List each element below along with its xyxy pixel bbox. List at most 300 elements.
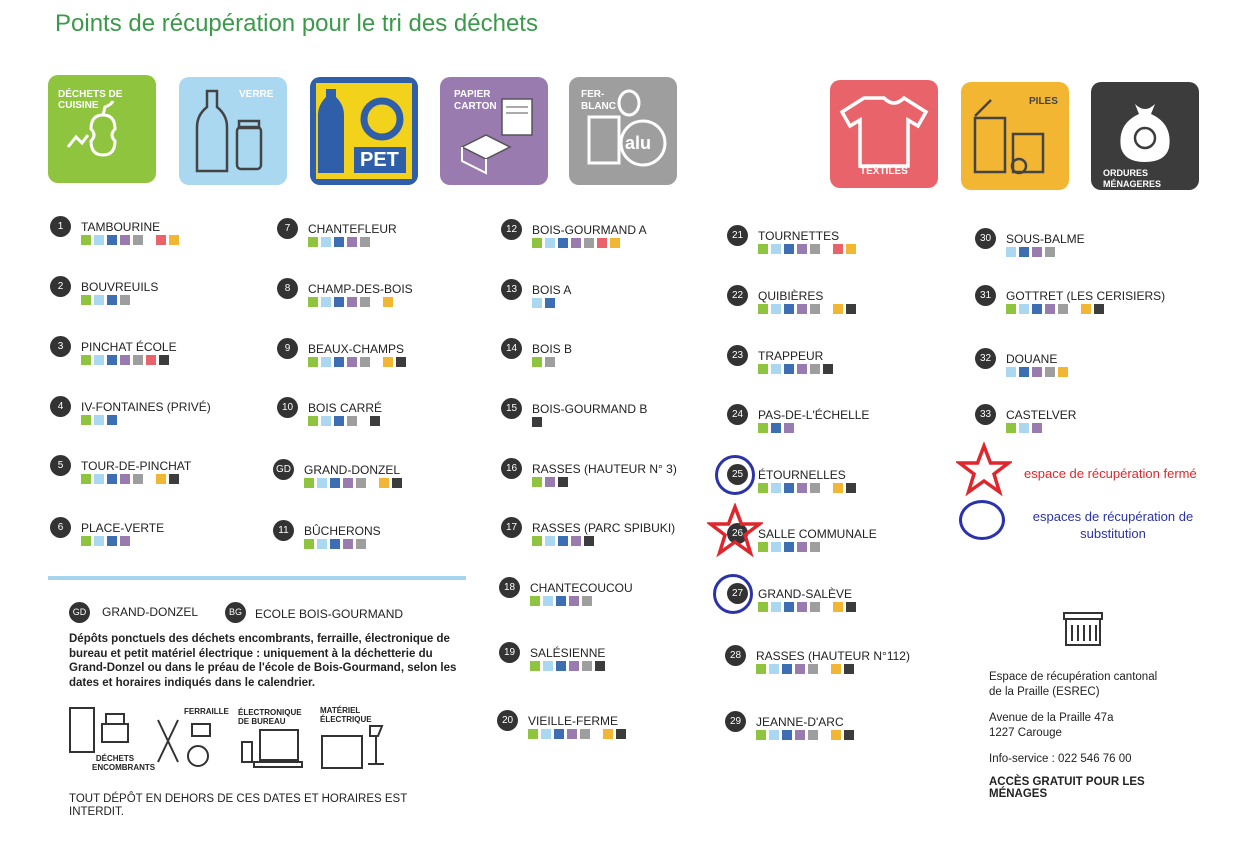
waste-type-markers [81, 536, 130, 546]
waste-type-markers [304, 478, 402, 488]
esrec-address-line1: Avenue de la Praille 47a [989, 712, 1114, 724]
point-name: BÛCHERONS [304, 524, 381, 538]
waste-type-marker [107, 415, 117, 425]
point-name: VIEILLE-FERME [528, 714, 619, 728]
waste-type-marker [120, 235, 130, 245]
point-number-badge: 6 [50, 517, 71, 538]
waste-type-marker [833, 602, 843, 612]
point-name: BOUVREUILS [81, 280, 159, 294]
scrap-metal-icon [152, 714, 218, 770]
substitution-ring-25 [715, 455, 755, 495]
waste-type-marker [532, 417, 542, 427]
waste-type-marker [81, 536, 91, 546]
waste-type-marker [545, 536, 555, 546]
waste-type-markers [532, 477, 568, 487]
waste-type-marker [317, 539, 327, 549]
waste-type-marker [797, 244, 807, 254]
waste-type-marker [304, 478, 314, 488]
container-icon [1060, 607, 1106, 651]
waste-type-marker [133, 355, 143, 365]
waste-type-marker [833, 483, 843, 493]
gd-badge: GD [69, 602, 90, 623]
waste-type-markers [308, 237, 370, 247]
waste-type-markers [532, 417, 542, 427]
waste-type-marker [94, 536, 104, 546]
waste-type-marker [1032, 247, 1042, 257]
point-name: GRAND-SALÈVE [758, 587, 853, 601]
waste-type-marker [545, 477, 555, 487]
substitution-ring-27 [713, 574, 753, 614]
waste-type-marker [370, 416, 380, 426]
waste-type-marker [784, 602, 794, 612]
point-number-badge: 10 [277, 397, 298, 418]
category-label-line1: FER- [581, 89, 605, 100]
waste-type-marker [831, 664, 841, 674]
point-name: SALÉSIENNE [530, 646, 606, 660]
category-label: VERRE [239, 89, 274, 100]
category-label-line1: PAPIER [454, 89, 491, 100]
point-name: CHAMP-DES-BOIS [308, 282, 413, 296]
waste-type-marker [1032, 367, 1042, 377]
waste-type-marker [334, 237, 344, 247]
waste-type-marker [156, 474, 166, 484]
waste-type-marker [321, 297, 331, 307]
waste-type-markers [81, 474, 179, 484]
waste-type-marker [396, 357, 406, 367]
category-label: DÉCHETS DE CUISINE [58, 89, 123, 111]
waste-type-marker [808, 730, 818, 740]
waste-type-marker [782, 664, 792, 674]
waste-type-marker [603, 729, 613, 739]
point-number-badge: 8 [277, 278, 298, 299]
waste-type-marker [758, 423, 768, 433]
waste-type-marker [543, 596, 553, 606]
waste-type-marker [543, 661, 553, 671]
point-name: CASTELVER [1006, 408, 1077, 422]
point-number-badge: 24 [727, 404, 748, 425]
waste-type-marker [846, 304, 856, 314]
waste-type-marker [1006, 367, 1016, 377]
waste-type-markers [81, 355, 169, 365]
point-number-badge: 18 [499, 577, 520, 598]
waste-type-marker [771, 423, 781, 433]
waste-type-marker [569, 596, 579, 606]
category-pet [310, 77, 418, 185]
page-title: Points de récupération pour le tri des déchets [55, 10, 538, 37]
waste-type-marker [771, 244, 781, 254]
office-electronics-icon [240, 724, 306, 770]
waste-type-marker [392, 478, 402, 488]
waste-type-markers [1006, 247, 1055, 257]
waste-type-marker [169, 235, 179, 245]
point-number-badge: 14 [501, 338, 522, 359]
point-name: RASSES (HAUTEUR N° 3) [532, 462, 677, 476]
waste-type-marker [1045, 247, 1055, 257]
legend-substitution-label-line1: espaces de récupération de [1032, 509, 1194, 524]
office-electronics-label: ÉLECTRONIQUE DE BUREAU [238, 708, 302, 726]
waste-type-marker [797, 304, 807, 314]
waste-type-marker [784, 364, 794, 374]
waste-type-marker [784, 542, 794, 552]
electrical-equipment-label: MATÉRIEL ÉLECTRIQUE [320, 706, 372, 724]
point-number-badge: 22 [727, 285, 748, 306]
scrap-metal-label: FERRAILLE [184, 707, 229, 716]
legend-star-icon [956, 442, 1012, 498]
waste-type-marker [347, 297, 357, 307]
waste-type-marker [379, 478, 389, 488]
waste-type-markers [530, 661, 605, 671]
point-number-badge: 26 [727, 523, 748, 544]
waste-type-marker [360, 297, 370, 307]
alu-label: alu [625, 133, 652, 153]
point-name: DOUANE [1006, 352, 1058, 366]
waste-type-marker [545, 357, 555, 367]
waste-type-marker [528, 729, 538, 739]
waste-type-marker [556, 661, 566, 671]
warning-text: TOUT DÉPÔT EN DEHORS DE CES DATES ET HORAIRES EST INTERDIT. [69, 793, 408, 818]
waste-type-marker [1006, 247, 1016, 257]
point-name: GRAND-DONZEL [304, 463, 401, 477]
waste-type-marker [823, 364, 833, 374]
legend-closed-label: espace de récupération fermé [1024, 466, 1197, 481]
waste-type-marker [782, 730, 792, 740]
waste-type-marker [810, 483, 820, 493]
esrec-access-line1: ACCÈS GRATUIT POUR LES [989, 776, 1145, 788]
waste-type-marker [1006, 304, 1016, 314]
waste-type-marker [107, 295, 117, 305]
point-number-badge: 1 [50, 216, 71, 237]
waste-type-marker [831, 730, 841, 740]
waste-type-marker [107, 474, 117, 484]
waste-type-markers [758, 602, 856, 612]
waste-type-marker [795, 664, 805, 674]
waste-type-markers [758, 304, 856, 314]
point-number-badge: 20 [497, 710, 518, 731]
category-label: TEXTILES [860, 166, 908, 177]
waste-type-marker [771, 304, 781, 314]
waste-type-marker [81, 355, 91, 365]
category-label-line2: BLANC [581, 101, 616, 112]
waste-type-marker [94, 355, 104, 365]
waste-type-marker [558, 477, 568, 487]
waste-type-markers [1006, 367, 1068, 377]
waste-type-marker [810, 364, 820, 374]
point-number-badge: 9 [277, 338, 298, 359]
waste-type-marker [771, 483, 781, 493]
waste-type-marker [146, 355, 156, 365]
waste-type-marker [784, 483, 794, 493]
point-number-badge: GD [273, 459, 294, 480]
point-name: TAMBOURINE [81, 220, 161, 234]
waste-type-marker [597, 238, 607, 248]
point-name: IV-FONTAINES (PRIVÉ) [81, 400, 211, 414]
waste-type-marker [1019, 304, 1029, 314]
point-number-badge: 7 [277, 218, 298, 239]
point-number-badge: 2 [50, 276, 71, 297]
point-name: PINCHAT ÉCOLE [81, 340, 177, 354]
waste-type-marker [795, 730, 805, 740]
waste-type-marker [321, 237, 331, 247]
waste-type-marker [530, 661, 540, 671]
waste-type-markers [81, 235, 179, 245]
point-number-badge: 28 [725, 645, 746, 666]
waste-type-marker [833, 244, 843, 254]
esrec-line1: Espace de récupération cantonal [989, 671, 1158, 683]
waste-type-marker [356, 478, 366, 488]
waste-type-marker [330, 539, 340, 549]
waste-type-marker [545, 238, 555, 248]
waste-type-marker [120, 536, 130, 546]
waste-type-marker [530, 596, 540, 606]
waste-type-marker [580, 729, 590, 739]
waste-type-marker [833, 304, 843, 314]
waste-type-markers [532, 536, 594, 546]
waste-type-markers [756, 730, 854, 740]
waste-type-marker [582, 596, 592, 606]
waste-type-marker [1006, 423, 1016, 433]
point-number-badge: 29 [725, 711, 746, 732]
bulky-icons [66, 704, 406, 774]
waste-type-marker [1032, 423, 1042, 433]
point-name: PAS-DE-L'ÉCHELLE [758, 408, 870, 422]
paper-box-icon [440, 77, 548, 185]
point-number-badge: 17 [501, 517, 522, 538]
waste-type-marker [532, 298, 542, 308]
waste-type-marker [1081, 304, 1091, 314]
waste-type-marker [159, 355, 169, 365]
waste-type-marker [81, 415, 91, 425]
legend-substitution-label-line2: substitution [1080, 526, 1146, 541]
waste-type-markers [308, 416, 380, 426]
waste-type-markers [758, 423, 794, 433]
gd-label: GRAND-DONZEL [102, 605, 199, 619]
point-name: BOIS B [532, 342, 573, 356]
waste-type-marker [1032, 304, 1042, 314]
point-name: TOUR-DE-PINCHAT [81, 459, 192, 473]
waste-type-marker [81, 295, 91, 305]
point-name: JEANNE-D'ARC [756, 715, 844, 729]
point-number-badge: 3 [50, 336, 71, 357]
waste-type-marker [308, 416, 318, 426]
waste-type-marker [347, 416, 357, 426]
point-name: BOIS CARRÉ [308, 401, 383, 415]
waste-type-marker [1045, 367, 1055, 377]
category-papier-carton [440, 77, 548, 185]
point-number-badge: 12 [501, 219, 522, 240]
waste-type-marker [308, 357, 318, 367]
bg-badge: BG [225, 602, 246, 623]
category-label: ORDURES MÉNAGERES [1103, 168, 1162, 189]
waste-type-marker [317, 478, 327, 488]
waste-type-markers [528, 729, 626, 739]
category-label-line2: CARTON [454, 101, 497, 112]
waste-type-marker [758, 304, 768, 314]
category-dechets-cuisine [48, 75, 156, 183]
waste-type-marker [610, 238, 620, 248]
waste-type-marker [584, 536, 594, 546]
esrec-address-line2: 1227 Carouge [989, 727, 1062, 739]
category-textiles [830, 80, 938, 188]
apple-core-icon [48, 75, 156, 183]
point-name: CHANTECOUCOU [530, 581, 633, 595]
waste-type-marker [347, 357, 357, 367]
point-number-badge: 19 [499, 642, 520, 663]
waste-type-marker [133, 474, 143, 484]
waste-type-markers [758, 364, 833, 374]
waste-type-marker [758, 364, 768, 374]
point-number-badge: 25 [727, 464, 748, 485]
waste-type-marker [383, 357, 393, 367]
point-name: SALLE COMMUNALE [758, 527, 877, 541]
waste-type-marker [846, 483, 856, 493]
waste-type-marker [545, 298, 555, 308]
waste-type-marker [784, 244, 794, 254]
waste-type-marker [347, 237, 357, 247]
waste-type-marker [94, 235, 104, 245]
category-label: PILES [1029, 96, 1058, 107]
point-number-badge: 15 [501, 398, 522, 419]
waste-type-markers [756, 664, 854, 674]
waste-type-marker [1019, 423, 1029, 433]
point-name: BOIS A [532, 283, 572, 297]
furniture-icon [66, 704, 136, 754]
waste-type-marker [1019, 247, 1029, 257]
waste-type-marker [810, 244, 820, 254]
waste-type-markers [532, 357, 555, 367]
bulky-paragraph: Dépôts ponctuels des déchets encombrants, ferraille, électronique de bureau et petit matériel électrique : uniquement à la déchetterie du Grand-Donzel ou dans le préau de l'école de Bois-Gourmand, selon les dates et horaires indiqués dans le calendrier. [69, 633, 457, 689]
waste-type-marker [797, 542, 807, 552]
waste-type-marker [756, 730, 766, 740]
waste-type-marker [360, 237, 370, 247]
tin-can-icon [569, 77, 677, 185]
point-number-badge: 16 [501, 458, 522, 479]
category-verre [179, 77, 287, 185]
waste-type-markers [1006, 423, 1042, 433]
waste-type-marker [567, 729, 577, 739]
waste-type-marker [334, 416, 344, 426]
waste-type-marker [304, 539, 314, 549]
waste-type-markers [81, 415, 117, 425]
legend-ring-icon [959, 500, 1005, 540]
waste-type-marker [334, 357, 344, 367]
point-number-badge: 11 [273, 520, 294, 541]
waste-type-marker [771, 364, 781, 374]
waste-type-marker [582, 661, 592, 671]
point-number-badge: 27 [727, 583, 748, 604]
waste-type-markers [758, 244, 856, 254]
waste-type-marker [94, 415, 104, 425]
point-name: RASSES (HAUTEUR N°112) [756, 649, 910, 663]
waste-type-marker [156, 235, 166, 245]
closed-star-26 [707, 503, 763, 559]
waste-type-marker [321, 416, 331, 426]
waste-type-markers [758, 542, 820, 552]
point-number-badge: 13 [501, 279, 522, 300]
waste-type-marker [308, 297, 318, 307]
battery-icon [961, 82, 1069, 190]
waste-type-marker [343, 539, 353, 549]
point-number-badge: 32 [975, 348, 996, 369]
waste-type-marker [756, 664, 766, 674]
esrec-phone: Info-service : 022 546 76 00 [989, 753, 1132, 765]
waste-type-marker [1058, 304, 1068, 314]
waste-type-markers [758, 483, 856, 493]
waste-type-marker [846, 602, 856, 612]
category-ordures-menageres [1091, 82, 1199, 190]
waste-type-marker [120, 295, 130, 305]
point-name: ÉTOURNELLES [758, 468, 846, 482]
waste-type-marker [797, 483, 807, 493]
waste-type-marker [343, 478, 353, 488]
waste-type-marker [1094, 304, 1104, 314]
waste-type-markers [1006, 304, 1104, 314]
point-name: PLACE-VERTE [81, 521, 165, 535]
waste-type-marker [356, 539, 366, 549]
waste-type-marker [810, 542, 820, 552]
point-number-badge: 30 [975, 228, 996, 249]
waste-type-marker [360, 357, 370, 367]
point-name: BOIS-GOURMAND A [532, 223, 647, 237]
point-name: TRAPPEUR [758, 349, 824, 363]
furniture-label: DÉCHETS ENCOMBRANTS [92, 754, 156, 772]
waste-type-marker [571, 238, 581, 248]
waste-type-marker [107, 235, 117, 245]
waste-type-marker [771, 542, 781, 552]
point-name: GOTTRET (LES CERISIERS) [1006, 289, 1166, 303]
point-number-badge: 23 [727, 345, 748, 366]
waste-type-marker [330, 478, 340, 488]
esrec-access-line2: MÉNAGES [989, 788, 1048, 800]
category-fer-blanc-alu [569, 77, 677, 185]
point-name: TOURNETTES [758, 229, 840, 243]
waste-type-marker [133, 235, 143, 245]
waste-type-marker [556, 596, 566, 606]
point-number-badge: 5 [50, 455, 71, 476]
point-name: CHANTEFLEUR [308, 222, 397, 236]
waste-type-marker [558, 238, 568, 248]
point-number-badge: 33 [975, 404, 996, 425]
waste-type-marker [120, 474, 130, 484]
waste-type-marker [846, 244, 856, 254]
waste-type-marker [107, 355, 117, 365]
waste-type-marker [810, 602, 820, 612]
category-piles [961, 82, 1069, 190]
waste-type-marker [107, 536, 117, 546]
waste-type-marker [784, 423, 794, 433]
waste-type-marker [334, 297, 344, 307]
bottle-jar-icon [179, 77, 287, 185]
waste-type-marker [616, 729, 626, 739]
waste-type-marker [758, 483, 768, 493]
point-number-badge: 31 [975, 285, 996, 306]
bg-label: ECOLE BOIS-GOURMAND [255, 607, 404, 621]
waste-type-marker [1019, 367, 1029, 377]
waste-type-marker [321, 357, 331, 367]
waste-type-marker [1045, 304, 1055, 314]
waste-type-markers [532, 238, 620, 248]
waste-type-marker [383, 297, 393, 307]
waste-type-markers [530, 596, 592, 606]
category-label: PET [360, 149, 399, 171]
waste-type-marker [532, 477, 542, 487]
waste-type-marker [169, 474, 179, 484]
waste-type-marker [808, 664, 818, 674]
waste-type-marker [532, 238, 542, 248]
waste-type-marker [571, 536, 581, 546]
waste-type-markers [308, 297, 393, 307]
waste-type-marker [94, 295, 104, 305]
waste-type-marker [558, 536, 568, 546]
